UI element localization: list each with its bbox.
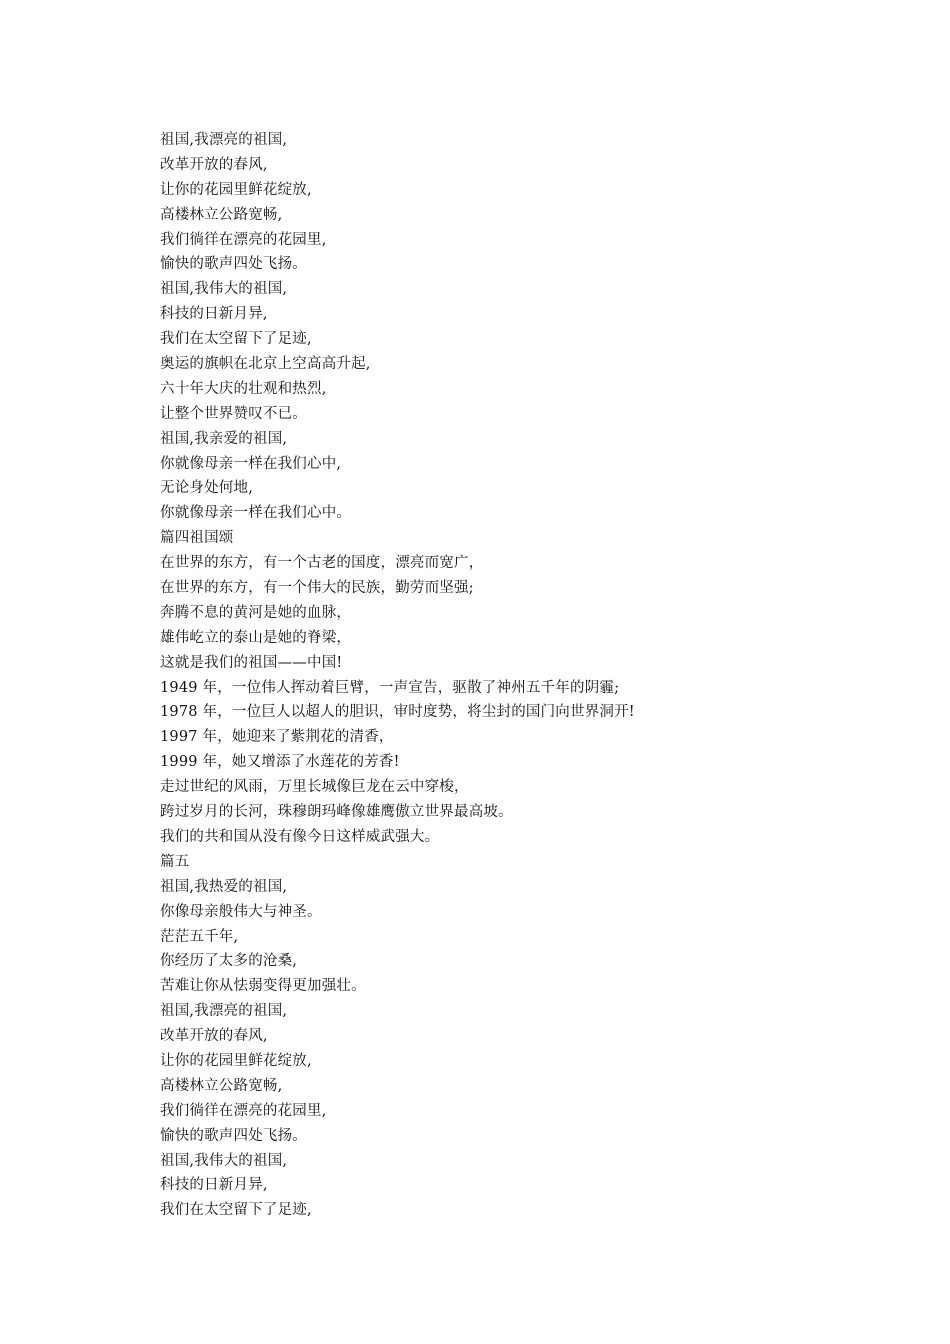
text-line: 雄伟屹立的泰山是她的脊梁， <box>160 629 352 646</box>
text-line: 茫茫五千年, <box>160 928 239 945</box>
text-line: 我们徜徉在漂亮的花园里, <box>160 231 327 248</box>
text-line: 六十年大庆的壮观和热烈, <box>160 380 327 397</box>
text-line: 跨过岁月的长河，珠穆朗玛峰像雄鹰傲立世界最高坡。 <box>160 804 513 821</box>
text-line: 科技的日新月异, <box>160 1177 268 1194</box>
text-line: 改革开放的春风, <box>160 156 268 173</box>
text-line: 1997 年，她迎来了紫荆花的清香， <box>160 729 394 746</box>
text-line: 我们的共和国从没有像今日这样威武强大。 <box>160 828 440 845</box>
text-line: 祖国,我漂亮的祖国, <box>160 132 288 148</box>
text-line: 祖国,我热爱的祖国, <box>160 878 288 895</box>
text-line: 你像母亲般伟大与神圣。 <box>160 903 322 920</box>
text-line: 我们在太空留下了足迹, <box>160 1202 312 1219</box>
text-line: 高楼林立公路宽畅, <box>160 1077 283 1094</box>
text-line: 这就是我们的祖国——中国! <box>160 654 343 671</box>
text-line: 1999 年，她又增添了水莲花的芳香! <box>160 754 400 771</box>
text-line: 让整个世界赞叹不已。 <box>160 405 307 422</box>
text-line: 无论身处何地, <box>160 480 254 497</box>
text-line: 祖国,我伟大的祖国, <box>160 281 288 298</box>
text-line: 在世界的东方，有一个伟大的民族，勤劳而坚强; <box>160 580 474 597</box>
text-line: 我们徜徉在漂亮的花园里, <box>160 1102 327 1119</box>
text-line: 在世界的东方，有一个古老的国度，漂亮而宽广， <box>160 555 484 572</box>
text-line: 你经历了太多的沧桑, <box>160 953 298 970</box>
text-line: 奔腾不息的黄河是她的血脉， <box>160 604 352 621</box>
text-line: 让你的花园里鲜花绽放, <box>160 1052 312 1069</box>
text-line: 你就像母亲一样在我们心中。 <box>160 505 352 522</box>
text-line: 篇四祖国颂 <box>160 530 234 547</box>
text-line: 愉快的歌声四处飞扬。 <box>160 256 307 273</box>
text-line: 1949 年，一位伟人挥动着巨臂，一声宣告，驱散了神州五千年的阴霾; <box>160 679 620 696</box>
text-line: 篇五 <box>160 853 190 870</box>
text-line: 改革开放的春风, <box>160 1028 268 1045</box>
text-line: 祖国,我伟大的祖国, <box>160 1152 288 1169</box>
text-line: 苦难让你从怯弱变得更加强壮。 <box>160 978 366 995</box>
text-line: 高楼林立公路宽畅, <box>160 206 283 223</box>
text-line: 祖国,我亲爱的祖国, <box>160 430 288 447</box>
text-line: 祖国,我漂亮的祖国, <box>160 1003 288 1020</box>
text-line: 我们在太空留下了足迹, <box>160 331 312 348</box>
text-line: 你就像母亲一样在我们心中, <box>160 455 342 472</box>
text-line: 科技的日新月异, <box>160 306 268 323</box>
text-line: 1978 年，一位巨人以超人的胆识，审时度势，将尘封的国门向世界洞开! <box>160 704 635 721</box>
text-line: 让你的花园里鲜花绽放, <box>160 181 312 198</box>
text-line: 奥运的旗帜在北京上空高高升起, <box>160 356 371 373</box>
text-line: 愉快的歌声四处飞扬。 <box>160 1127 307 1144</box>
text-line: 走过世纪的风雨，万里长城像巨龙在云中穿梭， <box>160 779 469 796</box>
document-body <box>160 128 880 1223</box>
